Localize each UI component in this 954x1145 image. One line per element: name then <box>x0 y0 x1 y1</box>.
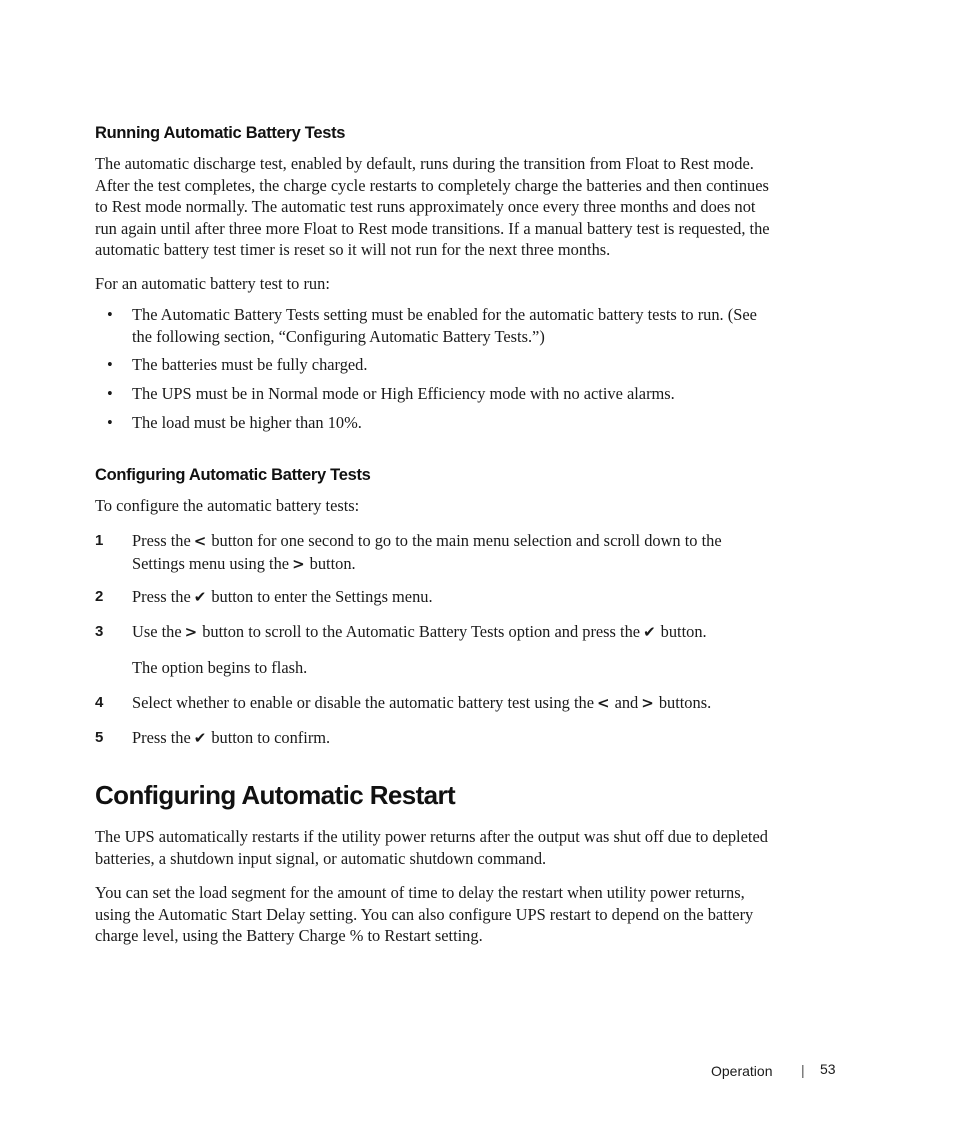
text-line: charge level, using the Battery Charge % to Restart setting. <box>95 926 483 945</box>
text-line: the following section, “Configuring Automatic Battery Tests.”) <box>132 326 545 346</box>
list-item <box>95 304 860 347</box>
left-arrow-icon: < <box>193 532 207 550</box>
bullet-icon: • <box>107 355 113 374</box>
step-number: 4 <box>95 694 104 711</box>
text-line: run again until after three more Float to Rest mode transitions. If a manual battery test is requested, the <box>95 218 770 238</box>
text-line: The UPS must be in Normal mode or High Efficiency mode with no active alarms. <box>132 384 675 403</box>
paragraph-restart-conditions <box>95 826 860 869</box>
text-line: The Automatic Battery Tests setting must be enabled for the automatic battery tests to run. (See <box>132 305 757 324</box>
right-arrow-icon: > <box>184 623 198 641</box>
check-icon: ✔ <box>193 729 207 747</box>
step-3: 3 Use the > button to scroll to the Automatic Battery Tests option and press the ✔ button. <box>95 621 860 644</box>
page-title-automatic-restart: Configuring Automatic Restart <box>95 780 456 810</box>
step-2: 2 Press the ✔ button to enter the Settings menu. <box>95 586 860 609</box>
step-5: 5 Press the ✔ button to confirm. <box>95 727 860 750</box>
bullet-icon: • <box>107 413 113 432</box>
text-line: After the test completes, the charge cycle restarts to completely charge the batteries and then continues <box>95 175 769 195</box>
right-arrow-icon: > <box>292 554 305 573</box>
step-number: 5 <box>95 729 104 746</box>
step-4: 4 Select whether to enable or disable the automatic battery test using the < and > buttons. <box>95 692 860 715</box>
text-line: The automatic discharge test, enabled by default, runs during the transition from Float to Rest mode. <box>95 154 754 173</box>
step-1: 1 Press the < button for one second to go to the main menu selection and scroll down to the Settings menu using the > button. <box>95 530 860 575</box>
list-item <box>95 412 860 434</box>
list-item <box>95 383 860 405</box>
footer-separator: | <box>801 1062 805 1078</box>
text-line: using the Automatic Start Delay setting. You can also configure UPS restart to depend on the battery <box>95 904 754 924</box>
text-line: to Rest mode normally. The automatic test runs approximately once every three months and does not <box>95 197 756 216</box>
text-line: batteries, a shutdown input signal, or automatic shutdown command. <box>95 848 547 868</box>
section-heading-configuring-tests: Configuring Automatic Battery Tests <box>95 466 371 484</box>
paragraph-test-requirements-intro: For an automatic battery test to run: <box>95 274 330 293</box>
paragraph-configure-intro: To configure the automatic battery tests: <box>95 496 360 515</box>
bullet-icon: • <box>107 305 113 324</box>
list-item <box>95 354 860 376</box>
check-icon: ✔ <box>643 623 656 641</box>
page-number: 53 <box>820 1061 836 1077</box>
right-arrow-icon: > <box>641 694 654 712</box>
step-number: 2 <box>95 588 104 605</box>
section-heading-running-tests: Running Automatic Battery Tests <box>95 124 346 142</box>
text-line: The batteries must be fully charged. <box>132 355 368 374</box>
footer-section-label: Operation <box>711 1063 773 1079</box>
paragraph-automatic-discharge <box>95 153 860 261</box>
step-number: 1 <box>95 532 104 549</box>
text-line: The load must be higher than 10%. <box>132 413 362 432</box>
step-number: 3 <box>95 623 104 640</box>
step-3-note: The option begins to flash. <box>132 658 308 677</box>
text-line: automatic battery test timer is reset so it will not run for the next three months. <box>95 240 611 259</box>
text-line: You can set the load segment for the amount of time to delay the restart when utility power returns, <box>95 883 745 902</box>
bullet-icon: • <box>107 384 113 403</box>
paragraph-restart-settings <box>95 882 860 947</box>
text-line: The UPS automatically restarts if the utility power returns after the output was shut off due to depleted <box>95 827 768 846</box>
left-arrow-icon: < <box>596 694 610 712</box>
check-icon: ✔ <box>193 588 207 606</box>
